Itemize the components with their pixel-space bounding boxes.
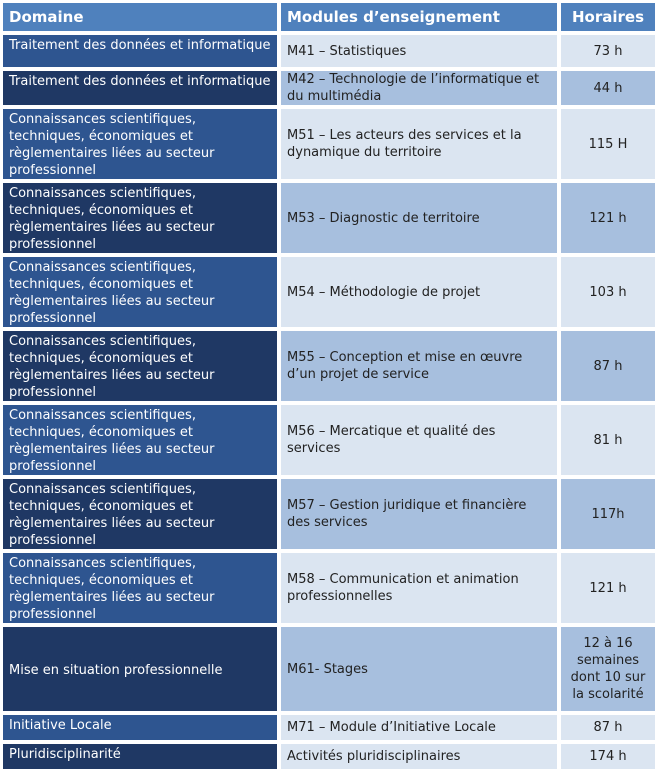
hours-cell: 44 h <box>560 70 656 106</box>
module-cell: M55 – Conception et mise en œuvre d’un projet de service <box>280 330 558 402</box>
domain-cell: Mise en situation professionnelle <box>2 626 278 712</box>
module-cell: Activités pluridisciplinaires <box>280 743 558 770</box>
hours-cell: 103 h <box>560 256 656 328</box>
domain-cell: Connaissances scientifiques, techniques, économiques et règlementaires liées au secteur professionnel <box>2 182 278 254</box>
domain-cell: Connaissances scientifiques, techniques, économiques et règlementaires liées au secteur professionnel <box>2 330 278 402</box>
table-row <box>2 256 656 328</box>
domain-cell: Traitement des données et informatique <box>2 70 278 106</box>
hours-cell: 117h <box>560 478 656 550</box>
table-row <box>2 404 656 476</box>
table-row <box>2 34 656 68</box>
domain-cell: Connaissances scientifiques, techniques, économiques et règlementaires liées au secteur professionnel <box>2 478 278 550</box>
module-cell: M53 – Diagnostic de territoire <box>280 182 558 254</box>
domain-cell: Connaissances scientifiques, techniques, économiques et règlementaires liées au secteur professionnel <box>2 108 278 180</box>
domain-cell: Connaissances scientifiques, techniques, économiques et règlementaires liées au secteur professionnel <box>2 552 278 624</box>
header-hours: Horaires <box>560 2 656 32</box>
hours-cell: 87 h <box>560 714 656 741</box>
domain-cell: Connaissances scientifiques, techniques, économiques et règlementaires liées au secteur professionnel <box>2 256 278 328</box>
table-row <box>2 552 656 624</box>
module-cell: M57 – Gestion juridique et financière des services <box>280 478 558 550</box>
module-cell: M42 – Technologie de l’informatique et du multimédia <box>280 70 558 106</box>
header-row <box>2 2 656 32</box>
hours-cell: 121 h <box>560 182 656 254</box>
module-cell: M61- Stages <box>280 626 558 712</box>
table-row <box>2 743 656 770</box>
module-cell: M58 – Communication et animation professionnelles <box>280 552 558 624</box>
table-row <box>2 182 656 254</box>
domain-cell: Pluridisciplinarité <box>2 743 278 770</box>
domain-cell: Initiative Locale <box>2 714 278 741</box>
module-cell: M56 – Mercatique et qualité des services <box>280 404 558 476</box>
domain-cell: Connaissances scientifiques, techniques, économiques et règlementaires liées au secteur professionnel <box>2 404 278 476</box>
header-domain: Domaine <box>2 2 278 32</box>
domain-cell: Traitement des données et informatique <box>2 34 278 68</box>
header-modules: Modules d’enseignement <box>280 2 558 32</box>
table-row <box>2 714 656 741</box>
hours-cell: 81 h <box>560 404 656 476</box>
hours-cell: 73 h <box>560 34 656 68</box>
table-row <box>2 70 656 106</box>
table-row <box>2 330 656 402</box>
module-cell: M51 – Les acteurs des services et la dynamique du territoire <box>280 108 558 180</box>
hours-cell: 121 h <box>560 552 656 624</box>
table-row <box>2 478 656 550</box>
hours-cell: 174 h <box>560 743 656 770</box>
module-cell: M71 – Module d’Initiative Locale <box>280 714 558 741</box>
hours-cell: 115 H <box>560 108 656 180</box>
hours-cell: 12 à 16 semaines dont 10 sur la scolarité <box>560 626 656 712</box>
module-cell: M54 – Méthodologie de projet <box>280 256 558 328</box>
table-row <box>2 108 656 180</box>
hours-cell: 87 h <box>560 330 656 402</box>
module-cell: M41 – Statistiques <box>280 34 558 68</box>
table-row <box>2 626 656 712</box>
